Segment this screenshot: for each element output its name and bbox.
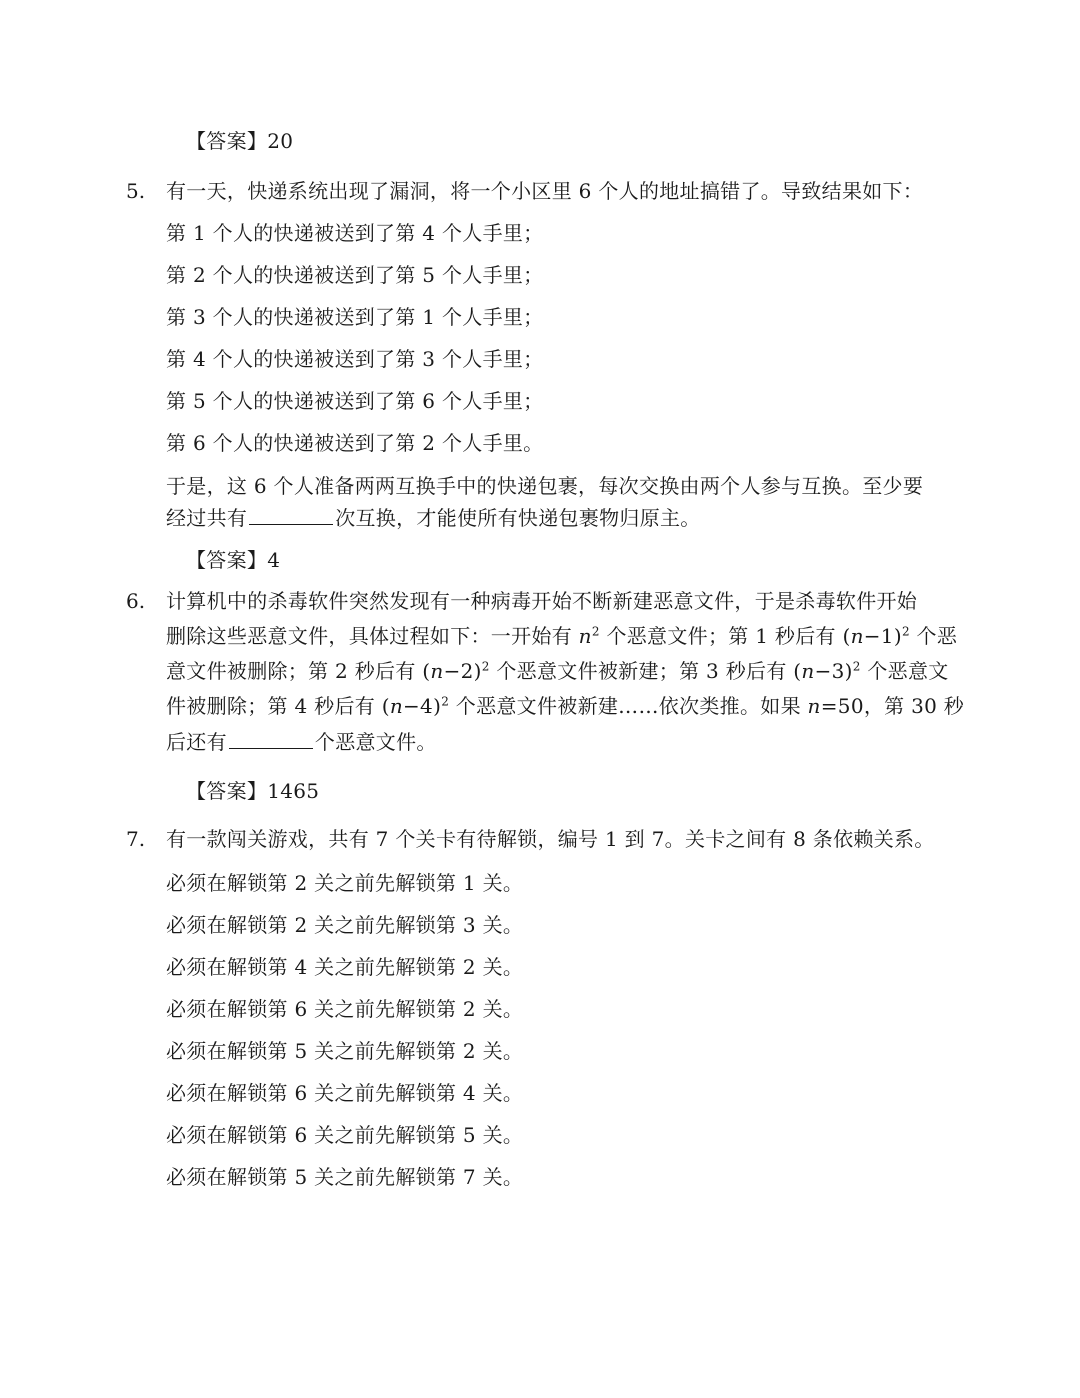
question-7-item: 必须在解锁第 2 关之前先解锁第 1 关。 (166, 871, 524, 895)
question-6-line5 (166, 729, 437, 755)
prompt-text: 次互换，才能使所有快递包裹物归原主。 (335, 506, 701, 530)
question-7-item: 必须在解锁第 5 关之前先解锁第 2 关。 (166, 1039, 524, 1063)
text-fragment: 意文件被删除；第 2 秒后有 ( (166, 659, 431, 683)
text-fragment: =50，第 30 秒 (820, 694, 965, 718)
math-var: n (807, 694, 821, 718)
question-5-item: 第 1 个人的快递被送到了第 4 个人手里； (166, 221, 544, 245)
question-5-item: 第 6 个人的快递被送到了第 2 个人手里。 (166, 431, 544, 455)
question-7-item: 必须在解锁第 5 关之前先解锁第 7 关。 (166, 1165, 524, 1189)
superscript: 2 (481, 659, 490, 674)
text-fragment: −4) (403, 694, 442, 718)
text-fragment: 个恶意文件被新建……依次类推。如果 (449, 694, 808, 718)
math-var: n (850, 624, 864, 648)
text-fragment: 个恶意文件被新建；第 3 秒后有 ( (489, 659, 802, 683)
prompt-text: 经过共有 (166, 506, 248, 530)
question-5-item: 第 3 个人的快递被送到了第 1 个人手里； (166, 305, 544, 329)
question-7-item: 必须在解锁第 4 关之前先解锁第 2 关。 (166, 955, 524, 979)
text-fragment: 件被删除；第 4 秒后有 ( (166, 694, 390, 718)
question-5-prompt-line1: 于是，这 6 个人准备两两互换手中的快递包裹，每次交换由两个人参与互换。至少要 (166, 474, 924, 498)
math-var: n (389, 694, 403, 718)
text-fragment: 个恶 (909, 624, 958, 648)
question-5-prompt-line2 (166, 505, 701, 531)
question-7-item: 必须在解锁第 6 关之前先解锁第 4 关。 (166, 1081, 524, 1105)
text-fragment: 个恶意文 (860, 659, 949, 683)
question-6-line2 (166, 623, 957, 649)
answer-q6: 【答案】1465 (186, 779, 320, 803)
math-var: n (578, 624, 592, 648)
question-6-line4 (166, 693, 964, 719)
question-7-stem: 有一款闯关游戏，共有 7 个关卡有待解锁，编号 1 到 7。关卡之间有 8 条依赖关系。 (166, 827, 935, 851)
question-number-6: 6. (126, 589, 146, 613)
superscript: 2 (852, 659, 861, 674)
text-fragment: 个恶意文件；第 1 秒后有 ( (599, 624, 851, 648)
question-5-stem: 有一天，快递系统出现了漏洞，将一个小区里 6 个人的地址搞错了。导致结果如下： (166, 179, 924, 203)
question-6-line3 (166, 658, 949, 684)
question-7-item: 必须在解锁第 6 关之前先解锁第 2 关。 (166, 997, 524, 1021)
superscript: 2 (901, 624, 910, 639)
question-7-item: 必须在解锁第 6 关之前先解锁第 5 关。 (166, 1123, 524, 1147)
text-fragment: 删除这些恶意文件，具体过程如下：一开始有 (166, 624, 579, 648)
text-fragment: −2) (443, 659, 482, 683)
question-5-item: 第 5 个人的快递被送到了第 6 个人手里； (166, 389, 544, 413)
question-number-7: 7. (126, 827, 146, 851)
fill-in-blank (249, 506, 333, 525)
text-fragment: −3) (814, 659, 853, 683)
question-5-item: 第 4 个人的快递被送到了第 3 个人手里； (166, 347, 544, 371)
question-5-item: 第 2 个人的快递被送到了第 5 个人手里； (166, 263, 544, 287)
text-fragment: 后还有 (166, 730, 227, 754)
text-fragment: 个恶意文件。 (314, 730, 437, 754)
superscript: 2 (591, 624, 600, 639)
fill-in-blank (229, 730, 313, 749)
math-var: n (801, 659, 815, 683)
text-fragment: −1) (863, 624, 902, 648)
superscript: 2 (441, 694, 450, 709)
question-7-item: 必须在解锁第 2 关之前先解锁第 3 关。 (166, 913, 524, 937)
answer-q5: 【答案】4 (186, 548, 281, 572)
answer-q4: 【答案】20 (186, 129, 294, 153)
question-number-5: 5. (126, 179, 146, 203)
question-6-line1: 计算机中的杀毒软件突然发现有一种病毒开始不断新建恶意文件，于是杀毒软件开始 (166, 589, 918, 613)
math-var: n (430, 659, 444, 683)
